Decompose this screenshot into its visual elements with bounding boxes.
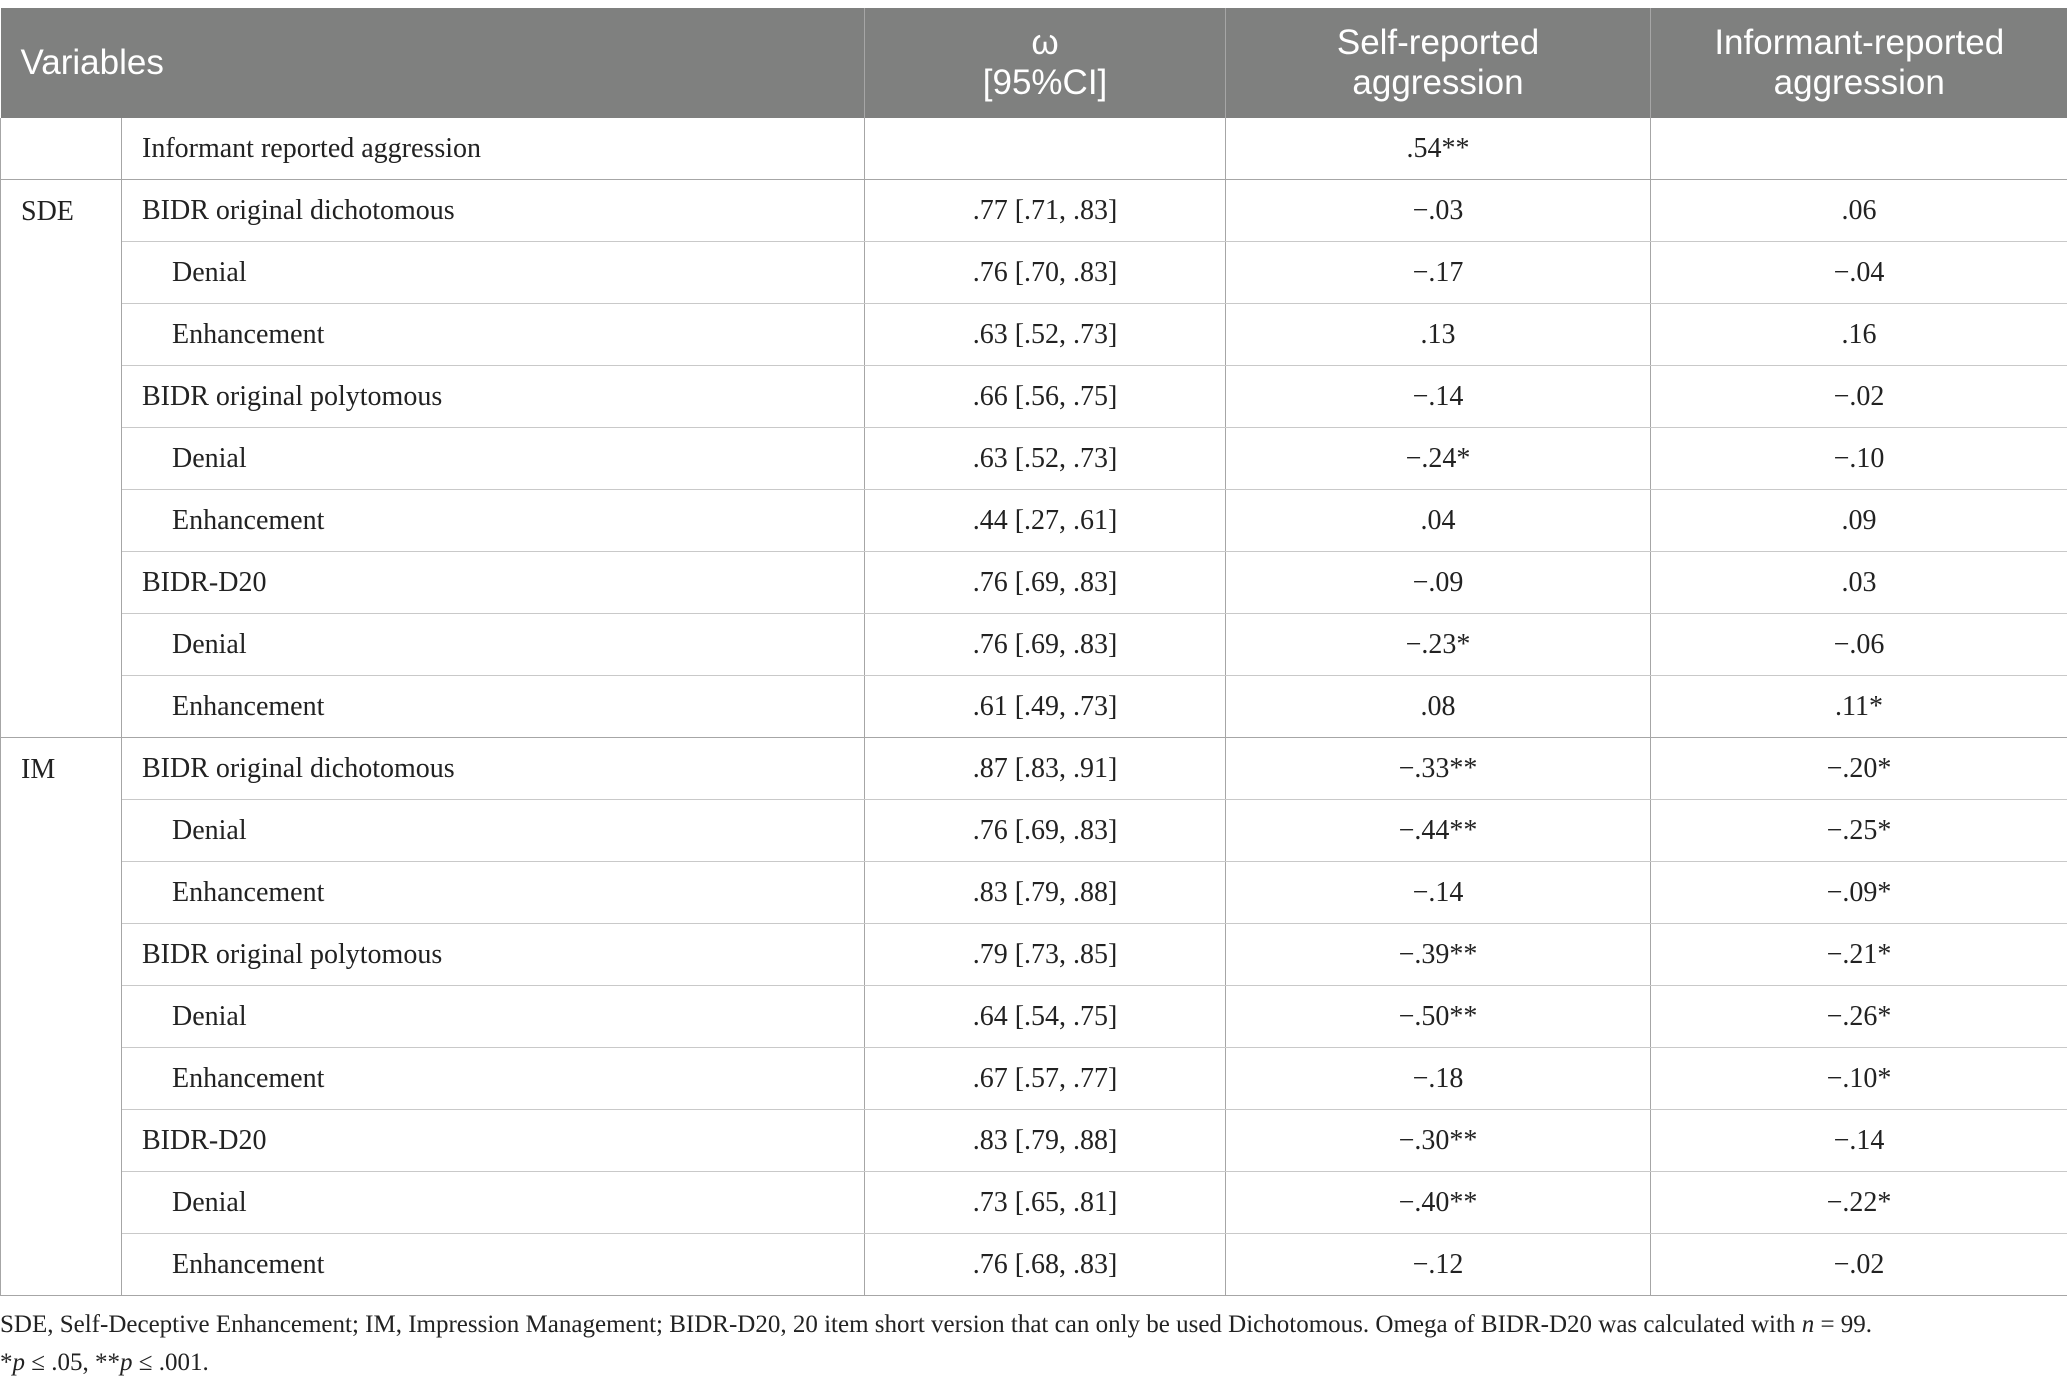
omega-cell: .64 [.54, .75] (865, 986, 1226, 1048)
informant-reported-cell: .06 (1651, 180, 2067, 242)
table-body (1, 118, 2067, 1296)
table-row (1, 118, 2067, 180)
table-header (1, 8, 2067, 118)
variable-cell: Enhancement (122, 490, 865, 552)
header-inf-line2: aggression (1773, 63, 1945, 102)
group-cell-empty (1, 118, 122, 180)
omega-cell: .83 [.79, .88] (865, 862, 1226, 924)
self-reported-cell: .04 (1226, 490, 1651, 552)
variable-cell: Denial (122, 800, 865, 862)
self-reported-cell: −.18 (1226, 1048, 1651, 1110)
self-reported-cell: −.40** (1226, 1172, 1651, 1234)
informant-reported-cell: .16 (1651, 304, 2067, 366)
informant-reported-cell: −.14 (1651, 1110, 2067, 1172)
omega-cell: .66 [.56, .75] (865, 366, 1226, 428)
omega-cell: .87 [.83, .91] (865, 738, 1226, 800)
self-reported-cell: −.23* (1226, 614, 1651, 676)
variable-cell: BIDR original polytomous (122, 924, 865, 986)
variable-cell: BIDR original dichotomous (122, 180, 865, 242)
variable-cell: Informant reported aggression (122, 118, 865, 180)
informant-reported-cell: .03 (1651, 552, 2067, 614)
footnote-p-symbol: p (119, 1349, 133, 1376)
header-self-reported (1226, 8, 1651, 118)
omega-cell: .76 [.69, .83] (865, 800, 1226, 862)
table-footnote (0, 1306, 2050, 1382)
table-container (0, 8, 2067, 1296)
variable-cell: Denial (122, 242, 865, 304)
self-reported-cell: −.17 (1226, 242, 1651, 304)
table-row (1, 1234, 2067, 1296)
group-label-cell: IM (1, 738, 122, 1296)
informant-reported-cell: −.26* (1651, 986, 2067, 1048)
table-row (1, 800, 2067, 862)
omega-cell: .61 [.49, .73] (865, 676, 1226, 738)
footnote-p-threshold-1: ≤ .05, ** (25, 1349, 120, 1376)
informant-reported-cell (1651, 118, 2067, 180)
omega-cell: .73 [.65, .81] (865, 1172, 1226, 1234)
omega-cell: .83 [.79, .88] (865, 1110, 1226, 1172)
self-reported-cell: −.50** (1226, 986, 1651, 1048)
variable-cell: BIDR-D20 (122, 552, 865, 614)
informant-reported-cell: −.22* (1651, 1172, 2067, 1234)
omega-cell: .77 [.71, .83] (865, 180, 1226, 242)
table-row (1, 676, 2067, 738)
footnote-p-symbol: p (12, 1349, 25, 1376)
table-row (1, 614, 2067, 676)
table-row (1, 1048, 2067, 1110)
informant-reported-cell: −.04 (1651, 242, 2067, 304)
self-reported-cell: −.12 (1226, 1234, 1651, 1296)
table-row (1, 1110, 2067, 1172)
variable-cell: BIDR-D20 (122, 1110, 865, 1172)
header-self-line2: aggression (1352, 63, 1524, 102)
header-self-line1: Self-reported (1336, 23, 1540, 62)
header-informant-reported (1651, 8, 2067, 118)
table-row (1, 986, 2067, 1048)
footnote-n-symbol: n (1801, 1311, 1815, 1338)
self-reported-cell: −.44** (1226, 800, 1651, 862)
self-reported-cell: −.14 (1226, 862, 1651, 924)
variable-cell: Enhancement (122, 676, 865, 738)
self-reported-cell: .54** (1226, 118, 1651, 180)
table-row (1, 180, 2067, 242)
variable-cell: BIDR original dichotomous (122, 738, 865, 800)
informant-reported-cell: −.02 (1651, 1234, 2067, 1296)
variable-cell: Denial (122, 614, 865, 676)
variable-cell: Enhancement (122, 1234, 865, 1296)
header-omega-line1: ω (1031, 23, 1059, 62)
informant-reported-cell: −.10 (1651, 428, 2067, 490)
footnote-n-value: = 99. (1814, 1311, 1873, 1338)
self-reported-cell: −.39** (1226, 924, 1651, 986)
omega-cell: .76 [.68, .83] (865, 1234, 1226, 1296)
self-reported-cell: .13 (1226, 304, 1651, 366)
header-inf-line1: Informant-reported (1714, 23, 2005, 62)
footnote-p-threshold-2: ≤ .001. (132, 1349, 209, 1376)
table-row (1, 242, 2067, 304)
footnote-abbreviations: SDE, Self-Deceptive Enhancement; IM, Impression Management; BIDR-D20, 20 item short version that can only be used Dichotomous. Omega of BIDR-D20 was calculated with (0, 1311, 1802, 1338)
header-variables: Variables (1, 8, 865, 118)
informant-reported-cell: −.25* (1651, 800, 2067, 862)
informant-reported-cell: −.02 (1651, 366, 2067, 428)
variable-cell: Enhancement (122, 304, 865, 366)
table-row (1, 924, 2067, 986)
informant-reported-cell: .11* (1651, 676, 2067, 738)
table-row (1, 862, 2067, 924)
omega-cell: .76 [.69, .83] (865, 552, 1226, 614)
self-reported-cell: −.33** (1226, 738, 1651, 800)
table-row (1, 1172, 2067, 1234)
self-reported-cell: .08 (1226, 676, 1651, 738)
variable-cell: BIDR original polytomous (122, 366, 865, 428)
omega-cell: .79 [.73, .85] (865, 924, 1226, 986)
table-row (1, 304, 2067, 366)
table-row (1, 366, 2067, 428)
group-label-cell: SDE (1, 180, 122, 738)
variable-cell: Denial (122, 986, 865, 1048)
self-reported-cell: −.14 (1226, 366, 1651, 428)
self-reported-cell: −.09 (1226, 552, 1651, 614)
omega-cell: .44 [.27, .61] (865, 490, 1226, 552)
results-table (0, 8, 2067, 1296)
table-row (1, 738, 2067, 800)
self-reported-cell: −.30** (1226, 1110, 1651, 1172)
footnote-line1 (0, 1306, 2050, 1344)
self-reported-cell: −.03 (1226, 180, 1651, 242)
omega-cell (865, 118, 1226, 180)
omega-cell: .63 [.52, .73] (865, 428, 1226, 490)
self-reported-cell: −.24* (1226, 428, 1651, 490)
informant-reported-cell: −.20* (1651, 738, 2067, 800)
header-omega-line2: [95%CI] (982, 63, 1108, 102)
table-row (1, 490, 2067, 552)
footnote-line2 (0, 1344, 2050, 1382)
omega-cell: .76 [.69, .83] (865, 614, 1226, 676)
header-omega (865, 8, 1226, 118)
header-row (1, 8, 2067, 118)
informant-reported-cell: −.06 (1651, 614, 2067, 676)
omega-cell: .67 [.57, .77] (865, 1048, 1226, 1110)
footnote-star: * (0, 1349, 13, 1376)
omega-cell: .63 [.52, .73] (865, 304, 1226, 366)
variable-cell: Denial (122, 428, 865, 490)
variable-cell: Enhancement (122, 862, 865, 924)
variable-cell: Denial (122, 1172, 865, 1234)
table-row (1, 428, 2067, 490)
informant-reported-cell: −.10* (1651, 1048, 2067, 1110)
variable-cell: Enhancement (122, 1048, 865, 1110)
informant-reported-cell: −.21* (1651, 924, 2067, 986)
informant-reported-cell: .09 (1651, 490, 2067, 552)
informant-reported-cell: −.09* (1651, 862, 2067, 924)
table-row (1, 552, 2067, 614)
omega-cell: .76 [.70, .83] (865, 242, 1226, 304)
